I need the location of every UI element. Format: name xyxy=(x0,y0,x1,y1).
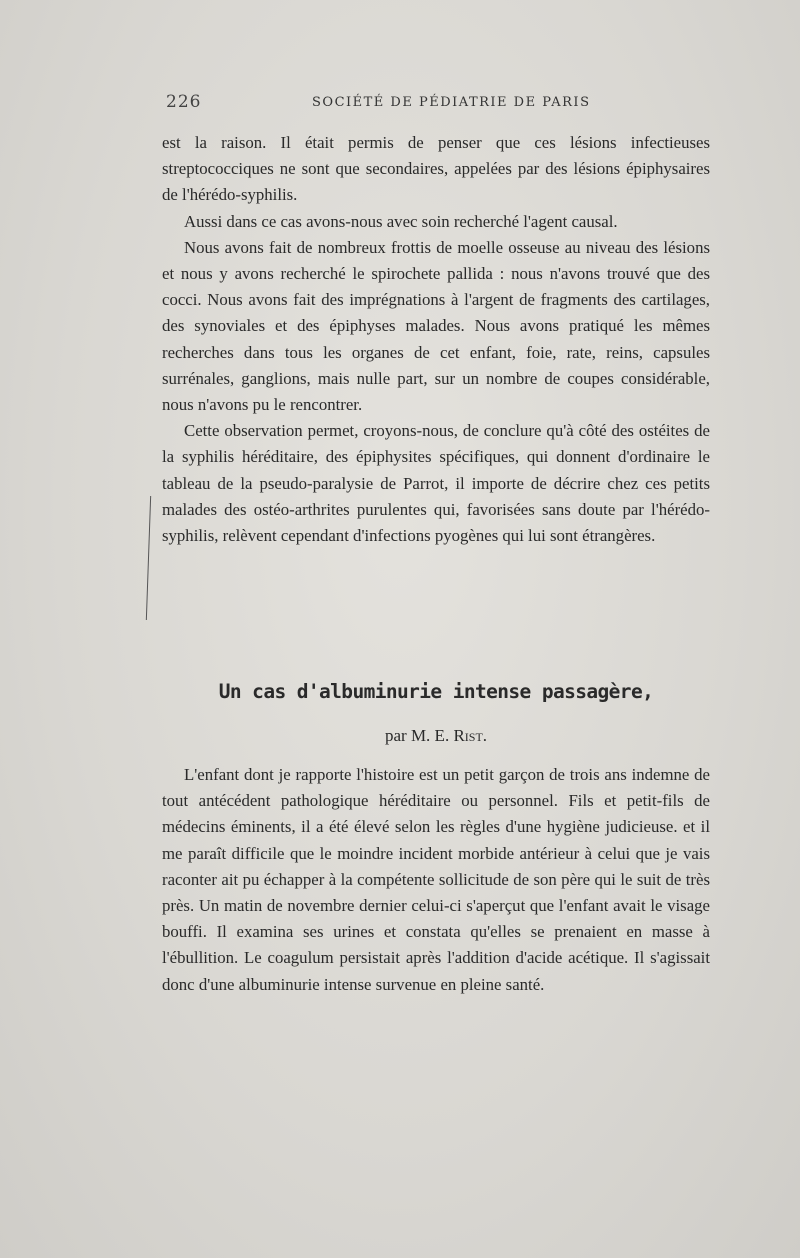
previous-article-text xyxy=(162,130,710,549)
byline-prefix: par xyxy=(384,726,407,745)
margin-pencil-mark xyxy=(146,496,165,620)
author-name: M. E. Rist. xyxy=(410,726,488,745)
paragraph: est la raison. Il était permis de penser que ces lésions infectieuses streptococciques ne sont que secondaires, appelées par des lésions épiphysaires de l'hérédo-syphilis. xyxy=(162,133,710,205)
article-title: Un cas d'albuminurie intense passagère, xyxy=(218,680,654,703)
page-number: 226 xyxy=(166,92,202,112)
paragraph: Cette observation permet, croyons-nous, de conclure qu'à côté des ostéites de la syphilis héréditaire, des épiphysites spécifiques, qui donnent d'ordinaire le tableau de la pseudo-paralysie de Parrot, il importe de décrire chez ces petits malades des ostéo-arthrites purulentes qui, favorisées sans doute par l'hérédo-syphilis, relèvent cependant d'infections pyogènes qui lui sont étrangères. xyxy=(162,421,710,546)
byline xyxy=(162,726,710,746)
page-header xyxy=(162,92,710,116)
paragraph: Aussi dans ce cas avons-nous avec soin recherché l'agent causal. xyxy=(184,211,618,231)
article-text xyxy=(162,762,710,998)
paragraph: L'enfant dont je rapporte l'histoire est un petit garçon de trois ans indemne de tout antécédent pathologique héréditaire ou personnel. Fils et petit-fils de médecins éminents, il a été élevé selon les règles d'une hygiène judicieuse. et il me paraît difficile que le moindre incident morbide antérieur à celui que je vais raconter ait pu échapper à la compétente sollicitude de son père qui le suit de très près. Un matin de novembre dernier celui-ci s'aperçut que l'enfant avait le visage bouffi. Il examina ses urines et constata qu'elles se prenaient en masse à l'ébullition. Le coagulum persistait après l'addition d'acide acétique. Il s'agissait donc d'une albuminurie intense survenue en pleine santé. xyxy=(162,765,710,994)
paragraph: Nous avons fait de nombreux frottis de moelle osseuse au niveau des lésions et nous y avons recherché le spirochete pallida : nous n'avons trouvé que des cocci. Nous avons fait des imprégnations à l'argent de fragments des cartilages, des synoviales et des épiphyses malades. Nous avons pratiqué les mêmes recherches dans tous les organes de cet enfant, foie, rate, reins, capsules surrénales, ganglions, mais nulle part, sur un nombre de coupes considérable, nous n'avons pu le rencontrer. xyxy=(162,237,710,415)
running-head: SOCIÉTÉ DE PÉDIATRIE DE PARIS xyxy=(312,95,591,110)
